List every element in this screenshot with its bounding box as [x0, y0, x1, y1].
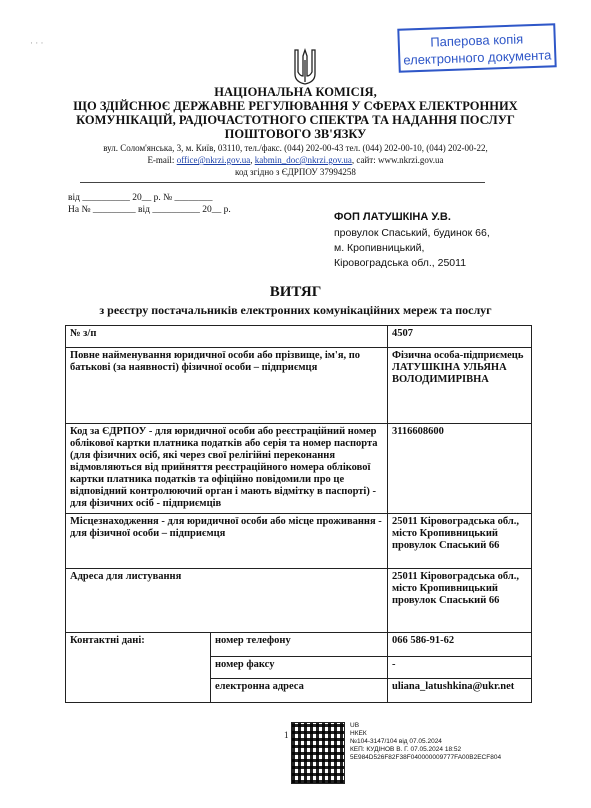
header-line-2: ЩО ЗДІЙСНЮЄ ДЕРЖАВНЕ РЕГУЛЮВАННЯ У СФЕРАХ ЕЛЕКТРОННИХ — [73, 99, 518, 113]
page-number: 1 — [284, 730, 289, 740]
sig-line-1: UB — [350, 722, 360, 729]
phone-label: номер телефону — [211, 633, 388, 657]
header-edrpou: код згідно з ЄДРПОУ 37994258 — [235, 167, 356, 177]
fax-value: - — [388, 657, 532, 679]
stamp-line-1: Паперова копія — [430, 31, 524, 50]
table-label-cell: Код за ЄДРПОУ - для юридичної особи або реєстраційний номер облікової картки платника податків або серія та номер паспорта (для фізичних осіб, які через свої релігійні переконання відмовляються від прийняття реєстраційного номера облікової картки платника податків та офіційно повідомили про це відповідний контролюючий орган і мають відмітку в паспорті) - для фізичних осіб - підприємців — [66, 424, 388, 514]
contacts-label: Контактні дані: — [66, 633, 211, 703]
site-text: , сайт: www.nkrzi.gov.ua — [351, 155, 444, 165]
table-label-cell: Адреса для листування — [66, 569, 388, 633]
qr-code-icon — [291, 722, 345, 784]
reg-line-2: На № _________ від __________ 20__ р. — [68, 205, 231, 215]
recipient-line-3: Кіровоградська обл., 25011 — [334, 257, 467, 269]
table-label-cell: Повне найменування юридичної особи або прізвище, ім'я, по батькові (за наявності) фізичної особи – підприємця — [66, 348, 388, 424]
trident-emblem-icon — [293, 46, 317, 86]
table-row — [66, 348, 532, 424]
table-row — [66, 424, 532, 514]
sig-line-3: №104-3147/104 від 07.05.2024 — [350, 738, 442, 745]
header-contacts: E-mail: office@nkrzi.gov.ua, kabmin_doc@nkrzi.gov.ua, сайт: www.nkrzi.gov.ua — [147, 155, 444, 165]
email-prefix: E-mail: — [147, 155, 177, 165]
document-subtitle: з реєстру постачальників електронних комунікаційних мереж та послуг — [99, 303, 492, 317]
recipient-line-2: м. Кропивницький, — [334, 242, 425, 254]
header-divider — [80, 182, 485, 183]
email-link-office[interactable]: office@nkrzi.gov.ua — [176, 155, 251, 165]
table-label-cell: № з/п — [66, 326, 388, 348]
email-link-kabmin[interactable]: kabmin_doc@nkrzi.gov.ua — [254, 155, 352, 165]
recipient-line-1: провулок Спаський, будинок 66, — [334, 227, 490, 239]
reg-line-1: від __________ 20__ р. № ________ — [68, 193, 213, 203]
sig-line-5: 5E984D526F82F38F040000009777FA00B2ECF804 — [350, 754, 502, 761]
table-value-cell: 25011 Кіровоградська обл., місто Кропивницький провулок Спаський 66 — [388, 569, 532, 633]
header-line-1: НАЦІОНАЛЬНА КОМІСІЯ, — [214, 85, 377, 99]
table-row — [66, 326, 532, 348]
table-label-cell: Місцезнаходження - для юридичної особи або місце проживання - для фізичної особи – підприємця — [66, 514, 388, 569]
table-row — [66, 569, 532, 633]
email-value: uliana_latushkina@ukr.net — [388, 679, 532, 703]
table-value-cell: 4507 — [388, 326, 532, 348]
table-value-cell: 3116608600 — [388, 424, 532, 514]
scan-marks: · · · — [30, 38, 44, 48]
stamp-line-2: електронного документа — [403, 47, 552, 68]
table-row — [66, 633, 532, 657]
table-value-cell: 25011 Кіровоградська обл., місто Кропивницький провулок Спаський 66 — [388, 514, 532, 569]
header-address: вул. Солом'янська, 3, м. Київ, 03110, тел./факс. (044) 202-00-43 тел. (044) 202-00-10, (044) 202-00-22, — [103, 143, 488, 153]
sig-line-2: НКЕК — [350, 730, 367, 737]
table-value-cell: Фізична особа-підприємець ЛАТУШКІНА УЛЬЯНА ВОЛОДИМИРІВНА — [388, 348, 532, 424]
sig-line-4: КЕП: КУДІНОВ В. Г. 07.05.2024 18:52 — [350, 746, 462, 753]
phone-value: 066 586-91-62 — [388, 633, 532, 657]
table-row — [66, 514, 532, 569]
header-line-3: КОМУНІКАЦІЙ, РАДІОЧАСТОТНОГО СПЕКТРА ТА НАДАННЯ ПОСЛУГ — [76, 113, 515, 127]
document-title: ВИТЯГ — [269, 284, 322, 300]
paper-copy-stamp — [397, 23, 556, 72]
header-line-4: ПОШТОВОГО ЗВ'ЯЗКУ — [224, 127, 367, 141]
fax-label: номер факсу — [211, 657, 388, 679]
recipient-name: ФОП ЛАТУШКІНА У.В. — [334, 211, 451, 223]
email-label: електронна адреса — [211, 679, 388, 703]
registry-table — [65, 325, 532, 703]
signature-info — [350, 722, 501, 762]
